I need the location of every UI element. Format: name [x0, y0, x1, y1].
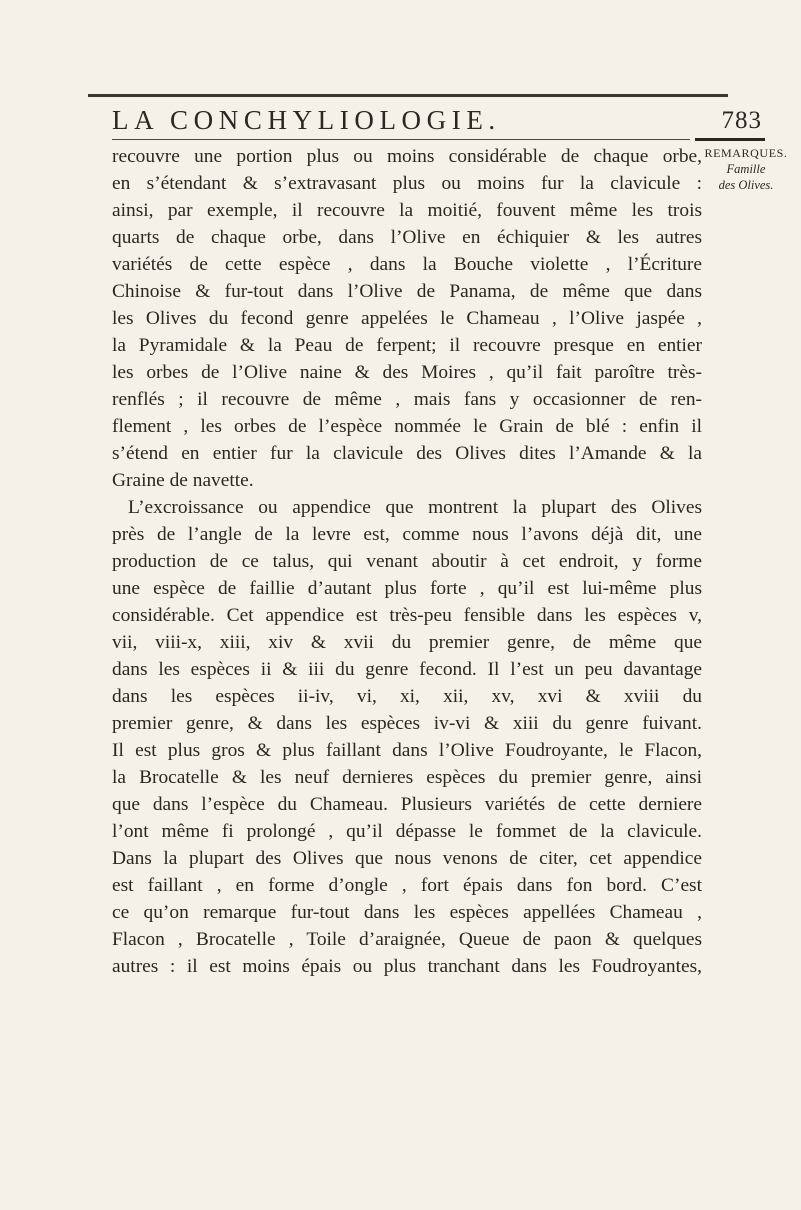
- text-line: premier genre, & dans les espèces iv-vi & xiii du genre fuivant.: [112, 713, 702, 734]
- text-line: les orbes de l’Olive naine & des Moires , qu’il fait paroître très-: [112, 362, 702, 383]
- text-line: Il est plus gros & plus faillant dans l’Olive Foudroyante, le Flacon,: [112, 740, 702, 761]
- page-header: [112, 105, 762, 139]
- text-line: vii, viii-x, xiii, xiv & xvii du premier genre, de même que: [112, 632, 702, 653]
- text-line: en s’étendant & s’extravasant plus ou moins fur la clavicule :: [112, 173, 702, 194]
- text-line: une espèce de faillie d’autant plus forte , qu’il est lui-même plus: [112, 578, 702, 599]
- text-line: Chinoise & fur-tout dans l’Olive de Panama, de même que dans: [112, 281, 702, 302]
- text-line: considérable. Cet appendice est très-peu fensible dans les espèces v,: [112, 605, 702, 626]
- text-line: recouvre une portion plus ou moins considérable de chaque orbe,: [112, 146, 702, 167]
- header-rule: [112, 139, 690, 140]
- text-line: l’ont même fi prolongé , qu’il dépasse le fommet de la clavicule.: [112, 821, 702, 842]
- margin-note-heading: REMARQUES.: [704, 146, 788, 160]
- text-line: Dans la plupart des Olives que nous venons de citer, cet appendice: [112, 848, 702, 869]
- text-line: s’étend en entier fur la clavicule des Olives dites l’Amande & la: [112, 443, 702, 464]
- top-rule: [88, 94, 728, 97]
- text-line: production de ce talus, qui venant aboutir à cet endroit, y forme: [112, 551, 702, 572]
- text-line: Graine de navette.: [112, 470, 254, 491]
- text-line: ainsi, par exemple, il recouvre la moitié, fouvent même les trois: [112, 200, 702, 221]
- text-line: ce qu’on remarque fur-tout dans les espèces appellées Chameau ,: [112, 902, 702, 923]
- running-title: LA CONCHYLIOLOGIE.: [112, 105, 501, 135]
- text-line: autres : il est moins épais ou plus tranchant dans les Foudroyantes,: [112, 956, 702, 977]
- text-line: la Brocatelle & les neuf dernieres espèces du premier genre, ainsi: [112, 767, 702, 788]
- text-line: Flacon , Brocatelle , Toile d’araignée, Queue de paon & quelques: [112, 929, 702, 950]
- text-line: quarts de chaque orbe, dans l’Olive en échiquier & les autres: [112, 227, 702, 248]
- margin-note-family: Famille: [726, 162, 766, 176]
- page-number: 783: [721, 107, 762, 134]
- margin-note: [696, 146, 796, 193]
- text-line: que dans l’espèce du Chameau. Plusieurs variétés de cette derniere: [112, 794, 702, 815]
- text-line: renflés ; il recouvre de même , mais fans y occasionner de ren-: [112, 389, 702, 410]
- margin-note-olives: des Olives.: [718, 178, 774, 192]
- text-line: variétés de cette espèce , dans la Bouche violette , l’Écriture: [112, 254, 702, 275]
- text-line: dans les espèces ii & iii du genre fecond. Il l’est un peu davantage: [112, 659, 702, 680]
- text-line: près de l’angle de la levre est, comme nous l’avons déjà dit, une: [112, 524, 702, 545]
- text-line: flement , les orbes de l’espèce nommée le Grain de blé : enfin il: [112, 416, 702, 437]
- text-line: la Pyramidale & la Peau de ferpent; il recouvre presque en entier: [112, 335, 702, 356]
- text-line: L’excroissance ou appendice que montrent la plupart des Olives: [128, 497, 702, 518]
- margin-rule: [695, 138, 765, 141]
- text-line: dans les espèces ii-iv, vi, xi, xii, xv, xvi & xviii du: [112, 686, 702, 707]
- text-line: est faillant , en forme d’ongle , fort épais dans fon bord. C’est: [112, 875, 702, 896]
- text-line: les Olives du fecond genre appelées le Chameau , l’Olive jaspée ,: [112, 308, 702, 329]
- body-text: [112, 143, 702, 980]
